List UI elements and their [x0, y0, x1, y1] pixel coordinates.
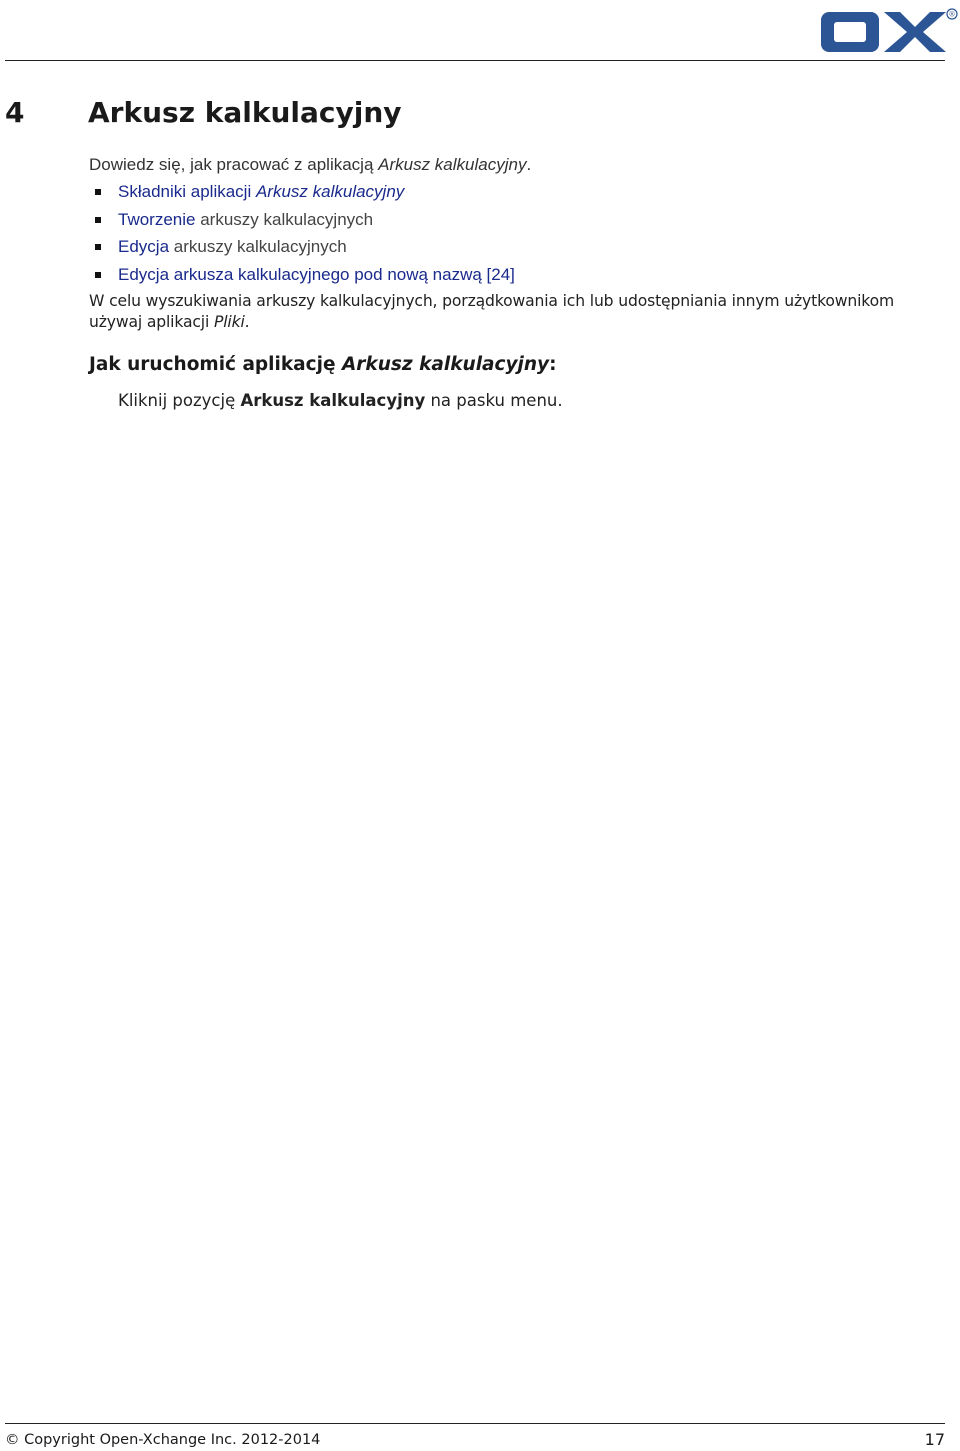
list-item-text: arkuszy kalkulacyjnych	[195, 209, 374, 229]
ox-logo-icon	[818, 6, 960, 58]
bullet-icon	[95, 217, 101, 223]
bullet-icon	[95, 244, 101, 250]
howto-step: Kliknij pozycję Arkusz kalkulacyjny na pasku menu.	[118, 391, 563, 410]
footer-divider	[5, 1423, 945, 1424]
topic-link-save-as[interactable]: Edycja arkusza kalkulacyjnego pod nową nazwą [24]	[118, 264, 515, 284]
chapter-number: 4	[5, 96, 25, 129]
page-number: 17	[924, 1430, 945, 1449]
body-paragraph	[89, 291, 959, 333]
topic-link-components[interactable]: Składniki aplikacji Arkusz kalkulacyjny	[118, 182, 405, 201]
body-line-1: W celu wyszukiwania arkuszy kalkulacyjnych, porządkowania ich lub udostępniania innym użytkownikom	[89, 292, 895, 310]
body-line-2: używaj aplikacji Pliki.	[89, 313, 250, 331]
bullet-icon	[95, 189, 101, 195]
howto-heading: Jak uruchomić aplikację Arkusz kalkulacyjny:	[89, 354, 557, 375]
bullet-icon	[95, 272, 101, 278]
list-item	[89, 209, 515, 237]
intro-text: Dowiedz się, jak pracować z aplikacją	[89, 155, 379, 174]
intro-paragraph	[89, 155, 531, 175]
intro-suffix: .	[526, 155, 532, 174]
header-divider	[5, 60, 945, 61]
list-item	[89, 264, 515, 292]
list-item	[89, 236, 515, 264]
files-app-name: Pliki	[213, 313, 245, 331]
topic-link-list	[89, 181, 515, 291]
howto-app-name: Arkusz kalkulacyjny	[341, 354, 550, 375]
registered-mark: ®	[948, 10, 956, 19]
copyright-notice: © Copyright Open-Xchange Inc. 2012-2014	[5, 1432, 321, 1448]
topic-link-create[interactable]: Tworzenie	[118, 209, 196, 229]
ox-logo	[818, 6, 960, 58]
chapter-title: Arkusz kalkulacyjny	[88, 96, 402, 129]
topic-link-edit[interactable]: Edycja	[118, 237, 170, 256]
intro-app-name: Arkusz kalkulacyjny	[378, 155, 527, 174]
list-item	[89, 181, 515, 209]
menu-item-name: Arkusz kalkulacyjny	[240, 391, 426, 410]
list-item-text: arkuszy kalkulacyjnych	[169, 237, 347, 256]
